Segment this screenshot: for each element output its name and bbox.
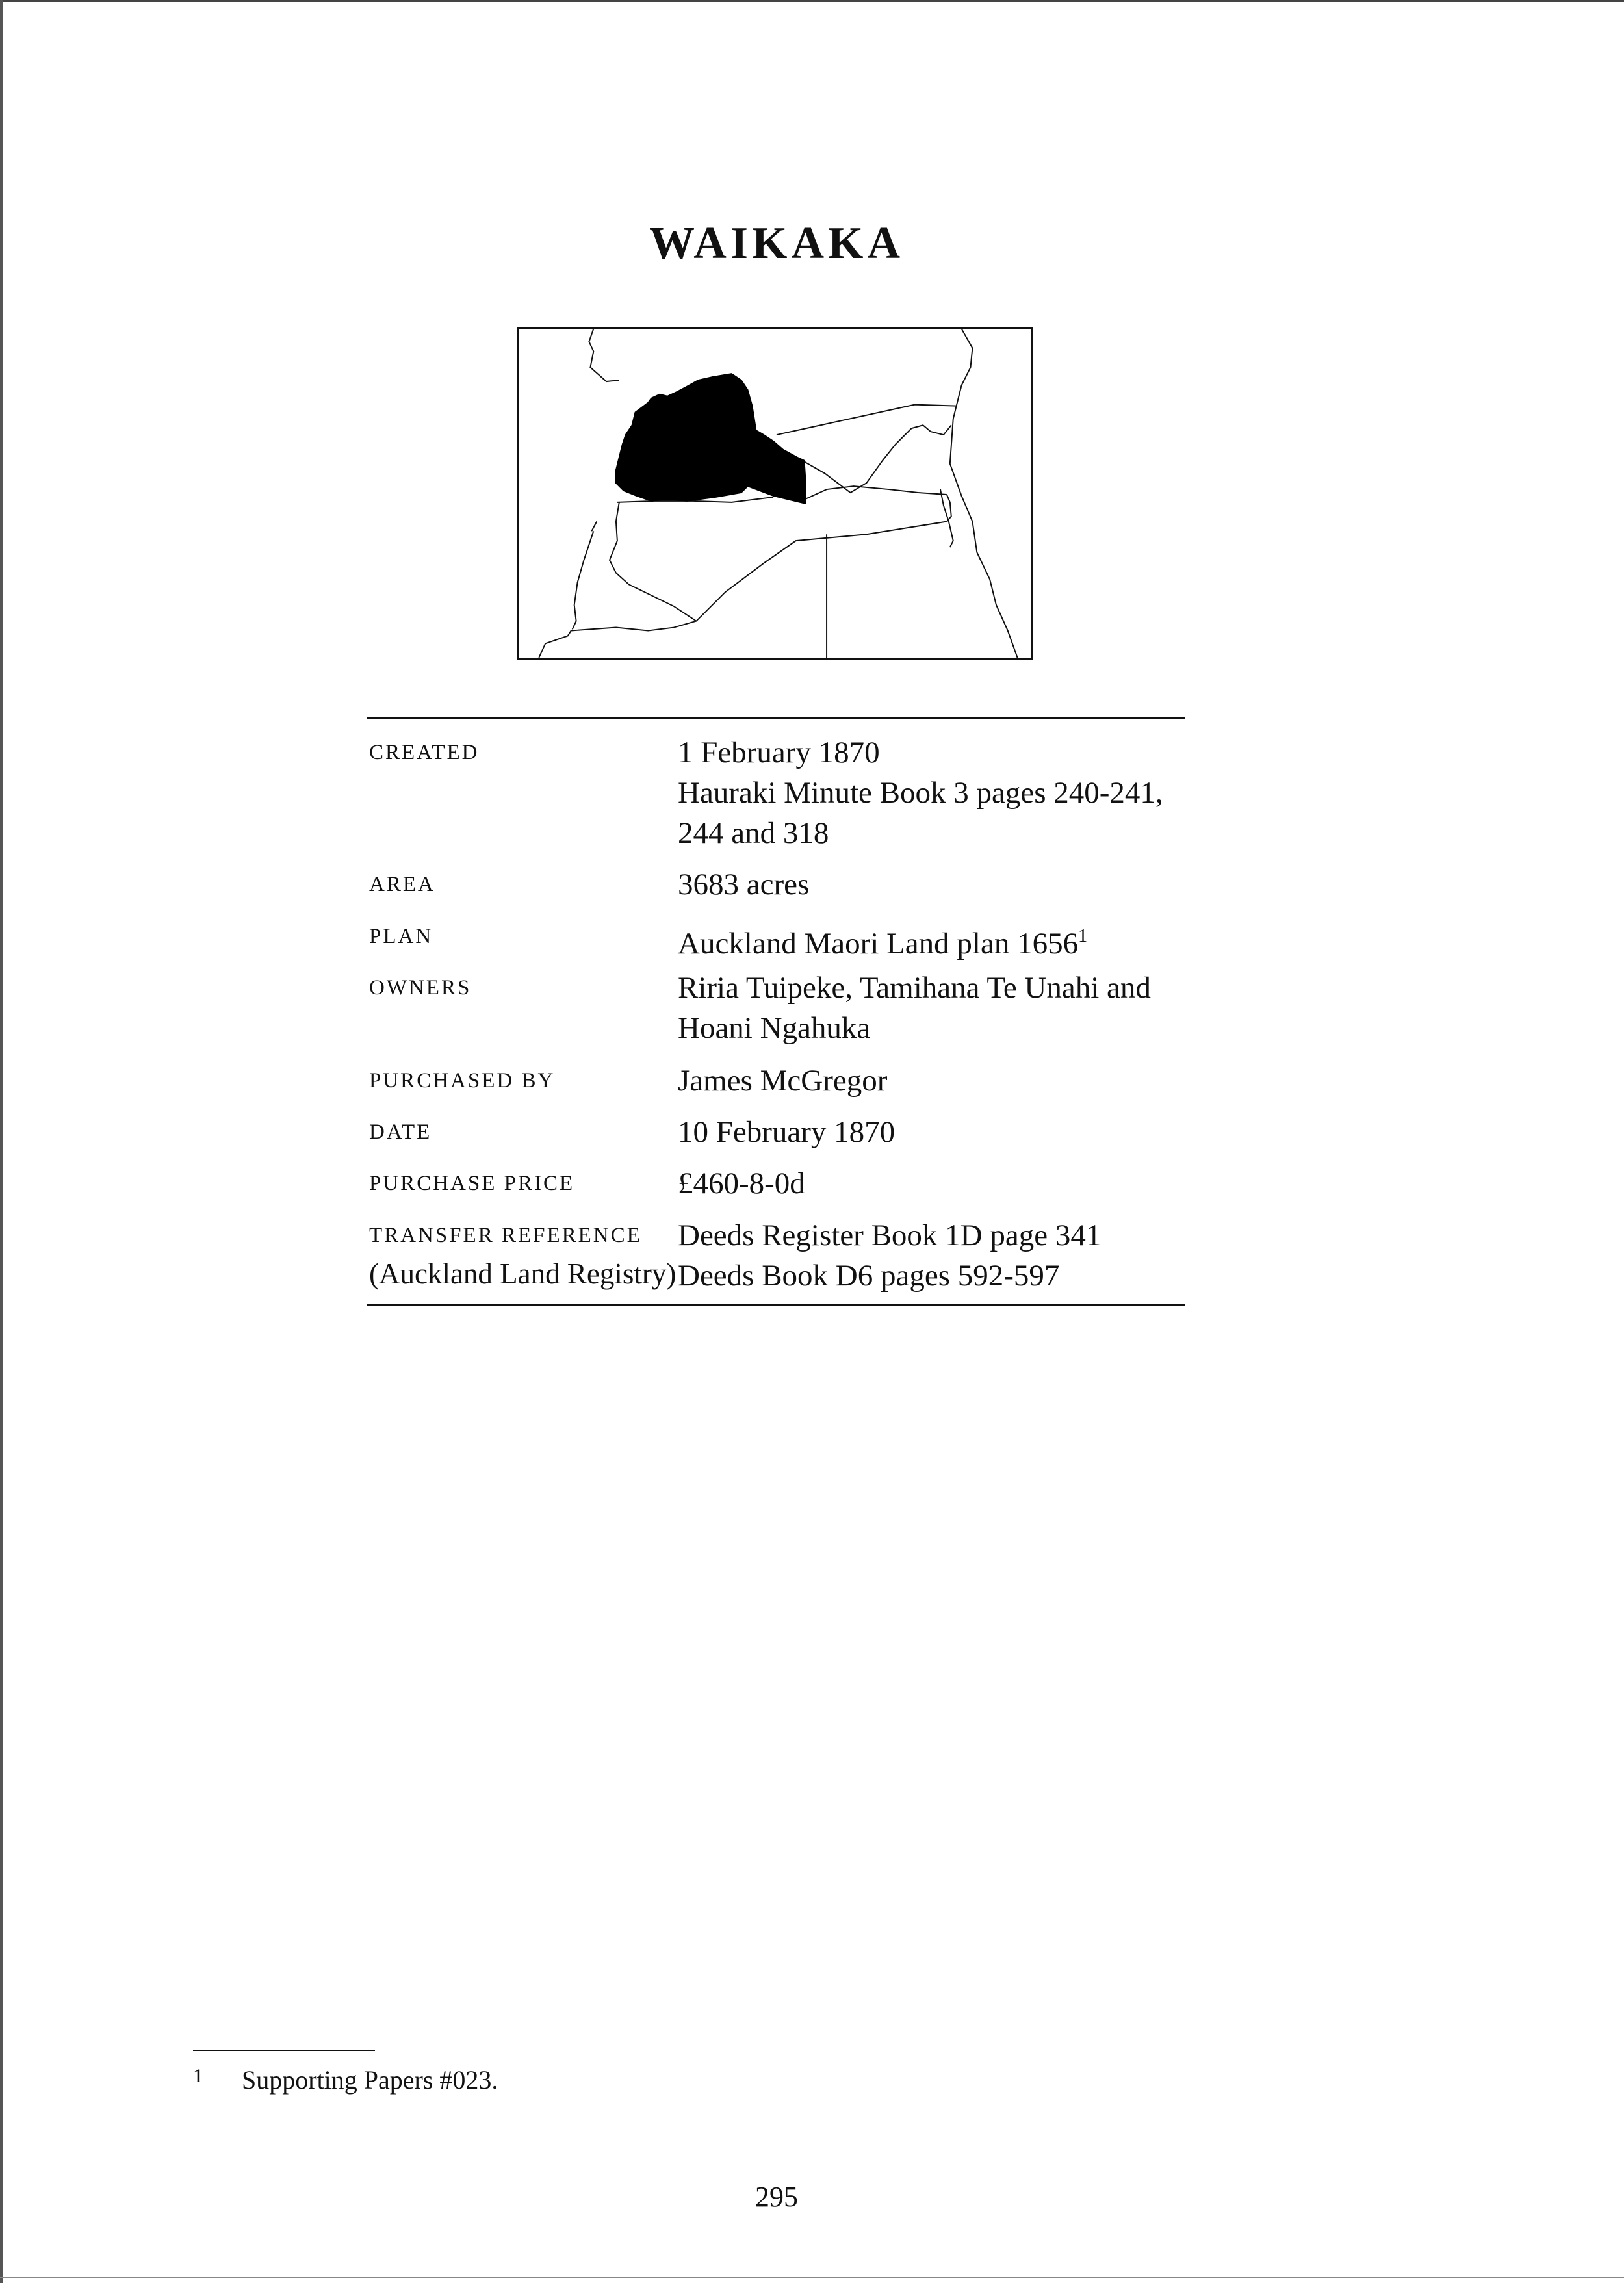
value-plan-text: Auckland Maori Land plan 1656 xyxy=(678,927,1079,961)
scan-edge-left xyxy=(0,0,3,2283)
label-owners: OWNERS xyxy=(369,976,472,1000)
footnote-reference: 1 xyxy=(1078,926,1088,946)
scan-edge-bottom xyxy=(0,2277,1624,2278)
value-plan xyxy=(678,916,1087,964)
value-created-date: 1 February 1870 xyxy=(678,736,880,769)
table-top-rule xyxy=(367,717,1185,719)
table-bottom-rule xyxy=(367,1304,1185,1306)
value-purchase-price: £460-8-0d xyxy=(678,1167,805,1200)
value-transfer-deeds: Deeds Book D6 pages 592-597 xyxy=(678,1259,1060,1293)
label-purchased-by: PURCHASED BY xyxy=(369,1069,556,1092)
scan-edge-top xyxy=(0,0,1624,2)
value-transfer-register: Deeds Register Book 1D page 341 xyxy=(678,1219,1102,1252)
waikaka-block-highlight xyxy=(616,374,806,504)
value-owners-line-1: Riria Tuipeke, Tamihana Te Unahi and xyxy=(678,971,1151,1005)
footnote-mark: 1 xyxy=(193,2065,203,2087)
footnote-rule xyxy=(193,2050,375,2051)
value-date: 10 February 1870 xyxy=(678,1115,896,1149)
page-title: WAIKAKA xyxy=(649,218,905,268)
label-transfer-reference: TRANSFER REFERENCE xyxy=(369,1224,642,1247)
value-area: 3683 acres xyxy=(678,868,810,901)
page-number: 295 xyxy=(755,2181,798,2213)
label-date: DATE xyxy=(369,1120,432,1144)
label-plan: PLAN xyxy=(369,925,433,948)
label-transfer-registry: (Auckland Land Registry) xyxy=(369,1258,677,1290)
value-created-pages: 244 and 318 xyxy=(678,816,829,850)
value-owners-line-2: Hoani Ngahuka xyxy=(678,1011,871,1045)
value-purchased-by: James McGregor xyxy=(678,1064,888,1098)
footnote-text: Supporting Papers #023. xyxy=(242,2065,498,2095)
location-map xyxy=(517,327,1033,660)
label-purchase-price: PURCHASE PRICE xyxy=(369,1172,575,1195)
label-area: AREA xyxy=(369,873,435,896)
value-created-minute-book: Hauraki Minute Book 3 pages 240-241, xyxy=(678,776,1163,810)
label-created: CREATED xyxy=(369,741,480,764)
location-map-drawing xyxy=(519,329,1031,658)
